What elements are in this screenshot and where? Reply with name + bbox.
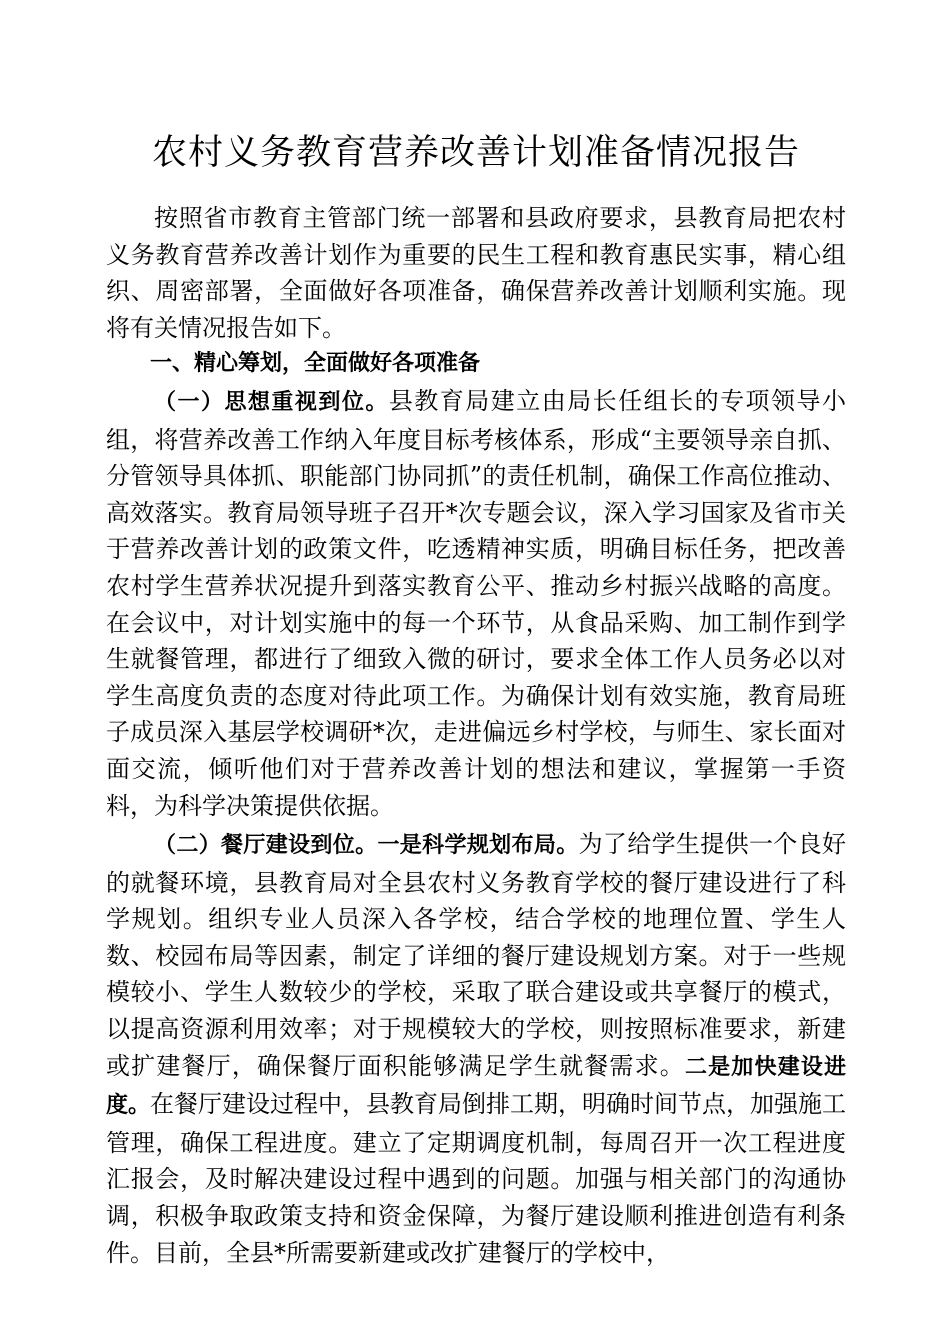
item2-paragraph — [106, 826, 846, 1271]
item1-paragraph — [106, 383, 846, 824]
section-heading: 一、精心筹划，全面做好各项准备 — [150, 351, 481, 377]
item1-text: 县教育局建立由局长任组长的专项领导小组，将营养改善工作纳入年度目标考核体系，形成“主要领导亲自抓、分管领导具体抓、职能部门协同抓”的责任机制，确保工作高位推动、高效落实。教育局领导班子召开*次专题会议，深入学习国家及省市关于营养改善计划的政策文件，吃透精神实质，明确目标任务，把改善农村学生营养状况提升到落实教育公平、推动乡村振兴战略的高度。在会议中，对计划实施中的每一个环节，从食品采购、加工制作到学生就餐管理，都进行了细致入微的研讨，要求全体工作人员务必以对学生高度负责的态度对待此项工作。为确保计划有效实施，教育局班子成员深入基层学校调研*次，走进偏远乡村学校，与师生、家长面对面交流，倾听他们对于营养改善计划的想法和建议，掌握第一手资料，为科学决策提供依据。 — [106, 386, 846, 820]
document-title: 农村义务教育营养改善计划准备情况报告 — [151, 133, 800, 173]
item2-sub1-text: 为了给学生提供一个良好的就餐环境，县教育局对全县农村义务教育学校的餐厅建设进行了科学规划。组织专业人员深入各学校，结合学校的地理位置、学生人数、校园布局等因素，制定了详细的餐厅建设规划方案。对于一些规模较小、学生人数较少的学校，采取了联合建设或共享餐厅的模式，以提高资源利用效率；对于规模较大的学校，则按照标准要求，新建或扩建餐厅，确保餐厅面积能够满足学生就餐需求。 — [106, 830, 846, 1080]
item2-sub2-text: 在餐厅建设过程中，县教育局倒排工期，明确时间节点，加强施工管理，确保工程进度。建立了定期调度机制，每周召开一次工程进度汇报会，及时解决建设过程中遇到的问题。加强与相关部门的沟通协调，积极争取政策支持和资金保障，为餐厅建设顺利推进创造有利条件。目前，全县*所需要新建或改扩建餐厅的学校中， — [106, 1090, 847, 1267]
item2-sub1-label: 一是科学规划布局。 — [377, 833, 579, 859]
item1-label: （一）思想重视到位。 — [154, 389, 389, 415]
document-page — [106, 128, 846, 1271]
item2-label: （二）餐厅建设到位。 — [154, 833, 378, 859]
intro-paragraph: 按照省市教育主管部门统一部署和县政府要求，县教育局把农村义务教育营养改善计划作为重要的民生工程和教育惠民实事，精心组织、周密部署，全面做好各项准备，确保营养改善计划顺利实施。现将有关情况报告如下。 — [106, 204, 846, 342]
item2-sub2-label: 二是加快建设进度。 — [106, 1054, 846, 1119]
